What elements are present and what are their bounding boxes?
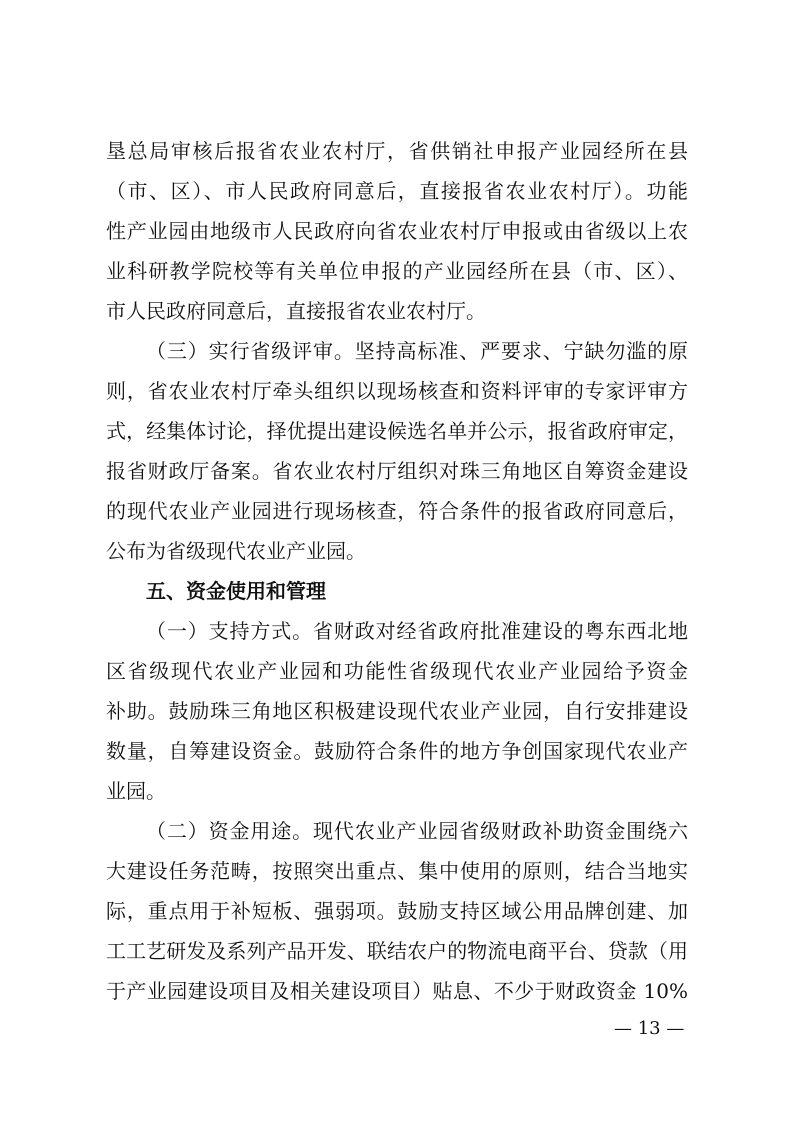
body-text-line: 式，经集体讨论，择优提出建设候选名单并公示，报省政府审定，: [106, 419, 688, 443]
body-text-line: 业科研教学院校等有关单位申报的产业园经所在县（市、区）、: [106, 259, 688, 283]
paragraph-first-line: （三）实行省级评审。坚持高标准、严要求、宁缺勿滥的原: [146, 339, 688, 363]
body-text-line: 区省级现代农业产业园和功能性省级现代农业产业园给予资金: [106, 659, 688, 683]
body-text-line: 于产业园建设项目及相关建设项目）贴息、不少于财政资金 10%: [106, 979, 688, 1003]
paragraph-first-line: （一）支持方式。省财政对经省政府批准建设的粤东西北地: [146, 619, 688, 643]
body-text-line: 公布为省级现代农业产业园。: [106, 539, 366, 563]
body-text-line: 工工艺研发及系列产品开发、联结农户的物流电商平台、贷款（用: [106, 939, 688, 963]
page-number: — 13 —: [614, 1018, 685, 1039]
section-heading: 五、资金使用和管理: [146, 579, 326, 603]
body-text-line: 际，重点用于补短板、强弱项。鼓励支持区域公用品牌创建、加: [106, 899, 688, 923]
body-text-line: 性产业园由地级市人民政府向省农业农村厅申报或由省级以上农: [106, 219, 688, 243]
body-text-line: 报省财政厅备案。省农业农村厅组织对珠三角地区自筹资金建设: [106, 459, 688, 483]
body-text-line: 补助。鼓励珠三角地区积极建设现代农业产业园，自行安排建设: [106, 699, 688, 723]
body-text-line: 的现代农业产业园进行现场核查，符合条件的报省政府同意后，: [106, 499, 688, 523]
body-text-line: 垦总局审核后报省农业农村厅，省供销社申报产业园经所在县: [106, 139, 688, 163]
paragraph-first-line: （二）资金用途。现代农业产业园省级财政补助资金围绕六: [146, 819, 688, 843]
body-text-line: 业园。: [106, 779, 166, 803]
body-text-line: 市人民政府同意后，直接报省农业农村厅。: [106, 299, 486, 323]
body-text-line: （市、区）、市人民政府同意后，直接报省农业农村厅）。功能: [106, 179, 688, 203]
body-text-line: 则，省农业农村厅牵头组织以现场核查和资料评审的专家评审方: [106, 379, 688, 403]
body-text-line: 大建设任务范畴，按照突出重点、集中使用的原则，结合当地实: [106, 859, 688, 883]
body-text-line: 数量，自筹建设资金。鼓励符合条件的地方争创国家现代农业产: [106, 739, 688, 763]
